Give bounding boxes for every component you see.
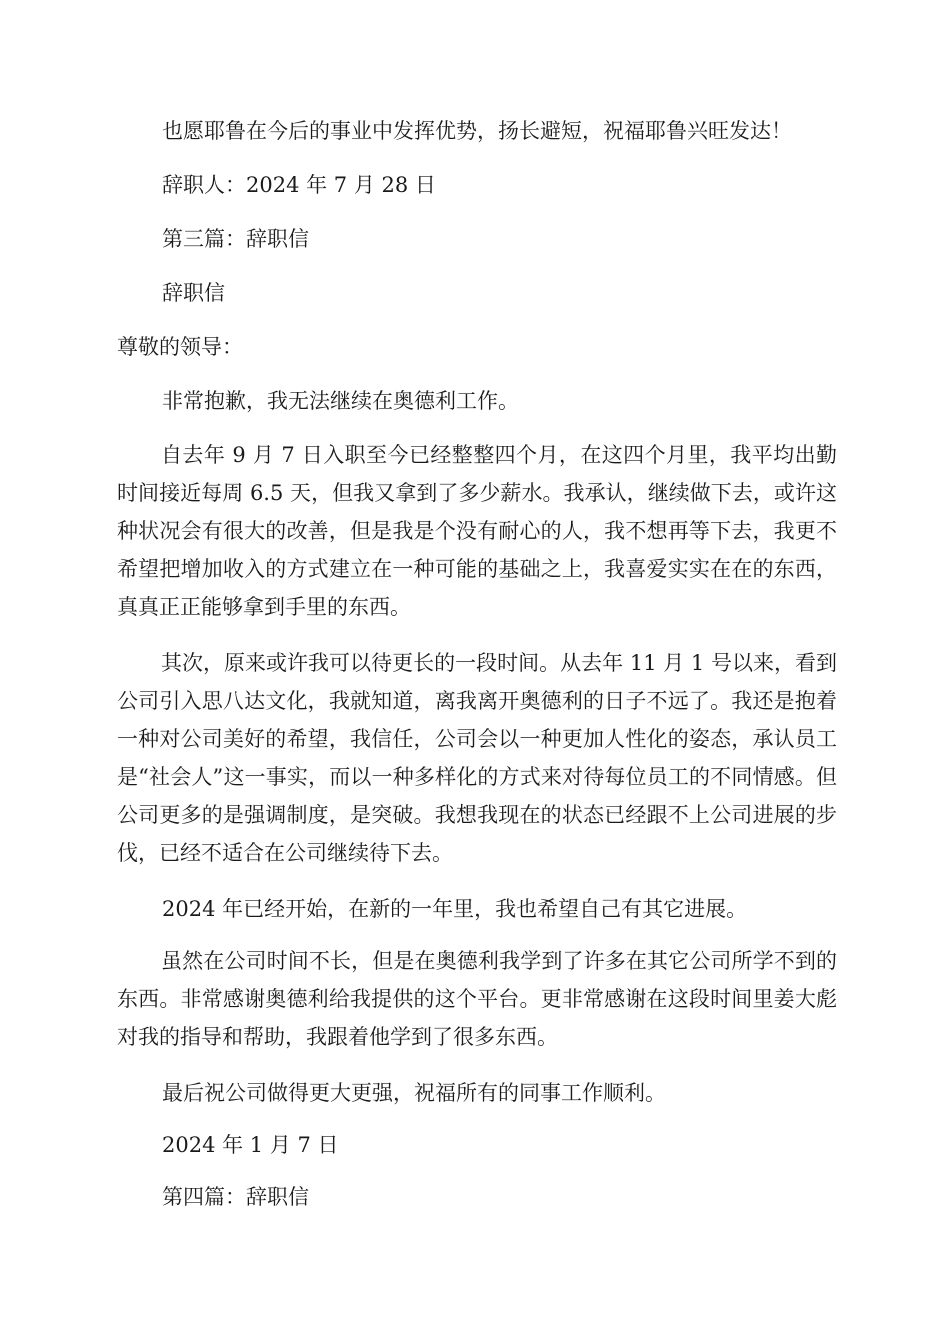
salutation: 尊敬的领导： [117, 335, 243, 359]
letter-date: 2024 年 1 月 7 日 [162, 1133, 339, 1157]
closing-wish-line: 也愿耶鲁在今后的事业中发挥优势，扬长避短，祝福耶鲁兴旺发达！ [162, 119, 792, 143]
signature-date-line: 辞职人：2024 年 7 月 28 日 [162, 173, 436, 197]
section-heading-4: 第四篇：辞职信 [162, 1185, 309, 1209]
paragraph-reason-1: 自去年 9 月 7 日入职至今已经整整四个月，在这四个月里，我平均出勤时间接近每周 6.5 天，但我又拿到了多少薪水。我承认，继续做下去，或许这种状况会有很大的改善，但是我是个没有耐心的人，我不想再等下去，我更不希望把增加收入的方式建立在一种可能的基础之上，我喜爱实实在在的东西，真真正正能够拿到手里的东西。 [117, 443, 837, 619]
section-heading-3: 第三篇：辞职信 [162, 227, 309, 251]
paragraph-closing: 最后祝公司做得更大更强，祝福所有的同事工作顺利。 [162, 1081, 666, 1105]
paragraph-thanks: 虽然在公司时间不长，但是在奥德利我学到了许多在其它公司所学不到的东西。非常感谢奥德利给我提供的这个平台。更非常感谢在这段时间里姜大彪对我的指导和帮助，我跟着他学到了很多东西。 [117, 949, 837, 1049]
letter-title: 辞职信 [162, 281, 225, 305]
paragraph-reason-2: 其次，原来或许我可以待更长的一段时间。从去年 11 月 1 号以来，看到公司引入思八达文化，我就知道，离我离开奥德利的日子不远了。我还是抱着一种对公司美好的希望，我信任，公司会以一种更加人性化的姿态，承认员工是“社会人”这一事实，而以一种多样化的方式来对待每位员工的不同情感。但公司更多的是强调制度，是突破。我想我现在的状态已经跟不上公司进展的步伐，已经不适合在公司继续待下去。 [117, 651, 837, 865]
paragraph-apology: 非常抱歉，我无法继续在奥德利工作。 [162, 389, 519, 413]
paragraph-new-year: 2024 年已经开始，在新的一年里，我也希望自己有其它进展。 [162, 897, 748, 921]
